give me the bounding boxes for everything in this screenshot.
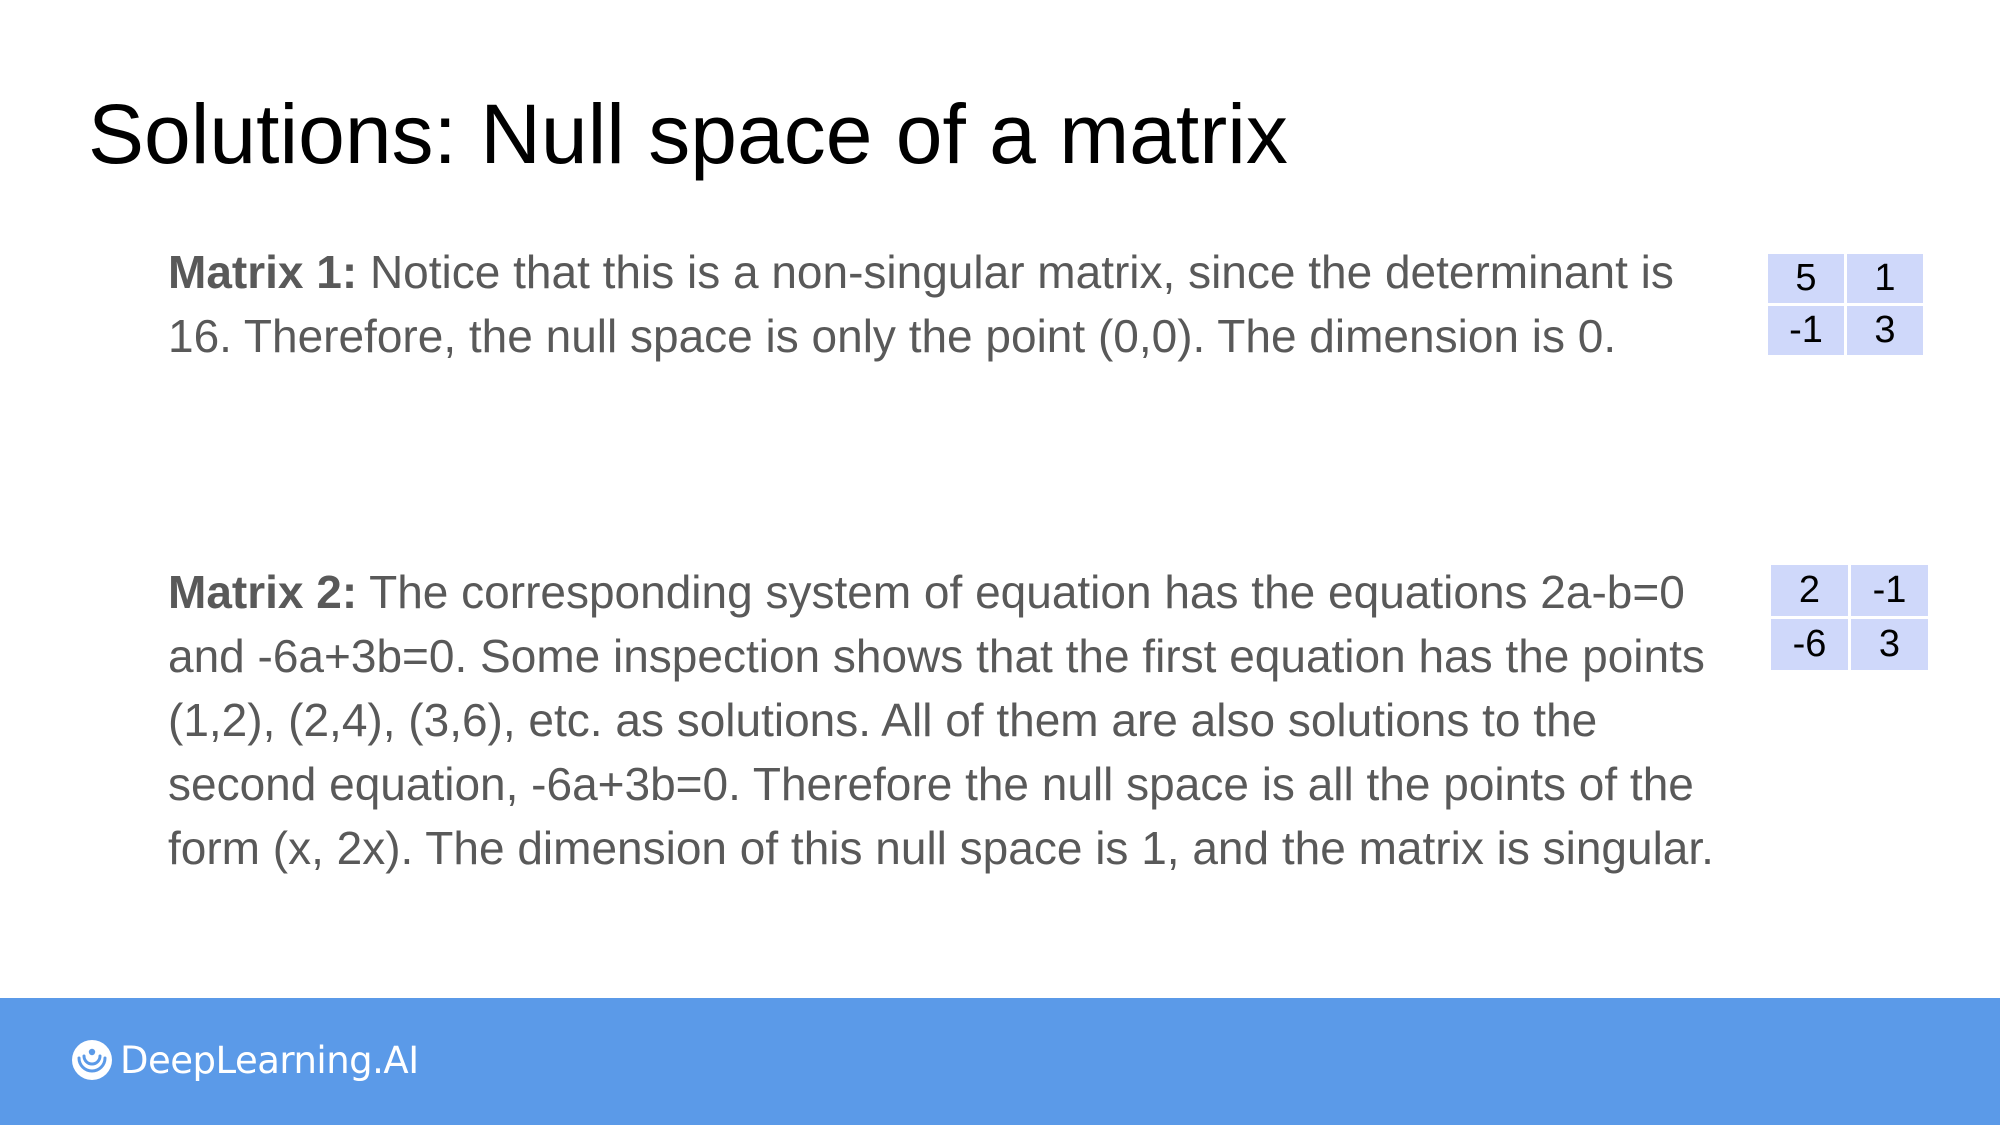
deeplearning-ai-logo-icon [70,1038,114,1082]
matrix-2-cell: -1 [1851,565,1928,616]
matrix-2-cell: 3 [1851,619,1928,670]
matrix-1-paragraph [168,240,1728,368]
matrix-1-text: Notice that this is a non-singular matrix, since the determinant is 16. Therefore, the null space is only the point (0,0). The dimension is 0. [168,246,1674,362]
matrix-1-row [1768,306,1923,355]
matrix-1-cell: 1 [1847,254,1923,303]
logo-text: DeepLearning.AI [120,1038,419,1082]
slide-title: Solutions: Null space of a matrix [88,87,1288,181]
matrix-2-cell: 2 [1771,565,1848,616]
matrix-2 [1768,562,1931,673]
deeplearning-ai-logo [70,1038,419,1082]
matrix-2-paragraph [168,560,1728,880]
matrix-2-text: The corresponding system of equation has the equations 2a-b=0 and -6a+3b=0. Some inspection shows that the first equation has the points (1,2), (2,4), (3,6), etc. as solutions. All of them are also solutions to the second equation, -6a+3b=0. Therefore the null space is all the points of the form (x, 2x). The dimension of this null space is 1, and the matrix is singular. [168,566,1714,874]
matrix-2-label: Matrix 2: [168,566,358,618]
matrix-1-row [1768,254,1923,303]
matrix-1 [1765,251,1926,358]
matrix-2-cell: -6 [1771,619,1848,670]
matrix-1-label: Matrix 1: [168,246,358,298]
footer-bar [0,998,2000,1125]
matrix-2-row [1771,565,1928,616]
matrix-1-cell: 5 [1768,254,1844,303]
matrix-1-cell: -1 [1768,306,1844,355]
matrix-1-cell: 3 [1847,306,1923,355]
matrix-2-row [1771,619,1928,670]
